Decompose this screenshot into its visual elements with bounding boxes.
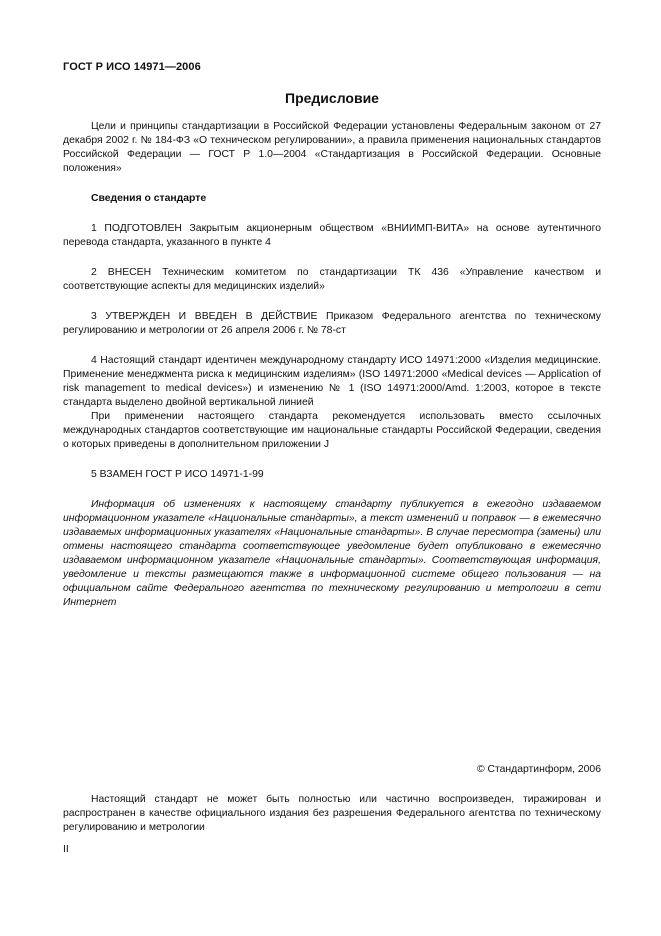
info-notice: Информация об изменениях к настоящему стандарту публикуется в ежегодно издаваемом информационном указателе «Национальные стандарты», а текст изменений и поправок — в ежемесячно издаваемых информационных указателях «Национальные стандарты». В случае пересмотра (замены) или отмены настоящего стандарта соответствующее уведомление будет опубликовано в ежемесячно издаваемом информационном указателе «Национальные стандарты». Соответствующая информация, уведомление и тексты размещаются также в информационной системе общего пользования — на официальном сайте Федерального агентства по техническому регулированию и метрологии в сети Интернет bbox=[63, 499, 601, 608]
item-prepared: 1 ПОДГОТОВЛЕН Закрытым акционерным обществом «ВНИИМП-ВИТА» на основе аутентичного перевода стандарта, указанного в пункте 4 bbox=[63, 223, 601, 248]
item-identical: 4 Настоящий стандарт идентичен международному стандарту ИСО 14971:2000 «Изделия медицинские. Применение менеджмента риска к медицинским изделиям» (ISO 14971:2000 «Medical devices — Application of risk management to medical devices») и изменению № 1 (ISO 14971:2000/Amd. 1:2003, которое в тексте стандарта выделено двойной вертикальной линией bbox=[63, 355, 601, 408]
reproduction-notice: Настоящий стандарт не может быть полностью или частично воспроизведен, тиражирован и распространен в качестве официального издания без разрешения Федерального агентства по техническому регулированию и метрологии bbox=[63, 794, 601, 833]
intro-paragraph: Цели и принципы стандартизации в Российской Федерации установлены Федеральным законом от 27 декабря 2002 г. № 184-ФЗ «О техническом регулировании», а правила применения национальных стандартов Российской Федерации — ГОСТ Р 1.0—2004 «Стандартизация в Российской Федерации. Основные положения» bbox=[63, 121, 601, 174]
foreword-body bbox=[63, 120, 601, 610]
document-code: ГОСТ Р ИСО 14971—2006 bbox=[63, 61, 201, 73]
item-approved: 3 УТВЕРЖДЕН И ВВЕДЕН В ДЕЙСТВИЕ Приказом Федерального агентства по техническому регулированию и метрологии от 26 апреля 2006 г. № 78-ст bbox=[63, 311, 601, 336]
item-application-note: При применении настоящего стандарта рекомендуется использовать вместо ссылочных международных стандартов соответствующие им национальные стандарты Российской Федерации, сведения о которых приведены в дополнительном приложении J bbox=[63, 411, 601, 450]
item-introduced: 2 ВНЕСЕН Техническим комитетом по стандартизации ТК 436 «Управление качеством и соответствующие аспекты для медицинских изделий» bbox=[63, 267, 601, 292]
info-heading: Сведения о стандарте bbox=[91, 193, 207, 204]
copyright: © Стандартинформ, 2006 bbox=[476, 764, 601, 775]
page-title: Предисловие bbox=[285, 90, 379, 106]
item-replaces: 5 ВЗАМЕН ГОСТ Р ИСО 14971-1-99 bbox=[91, 469, 264, 480]
page-number: II bbox=[63, 844, 69, 855]
